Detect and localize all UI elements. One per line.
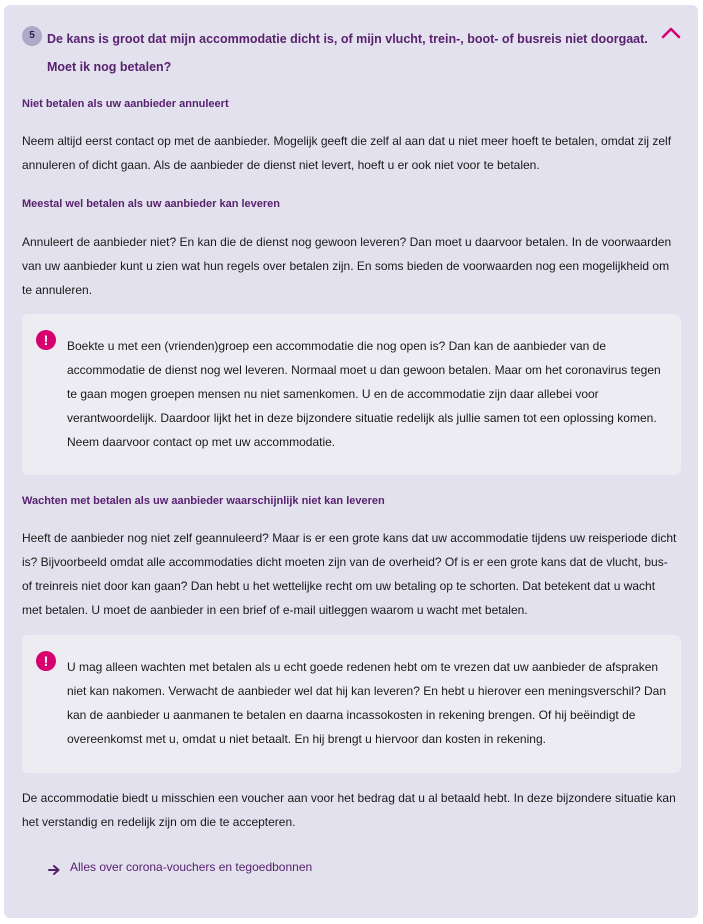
question-number-badge: 5	[22, 26, 42, 46]
section-text: Neem altijd eerst contact op met de aanbieder. Mogelijk geeft die zelf al aan dat u niet meer hoeft te betalen, omdat zij zelf annuleren of dicht gaan. Als de aanbieder de dienst niet levert, hoeft u er ook niet voor te betalen.	[22, 134, 672, 172]
chevron-up-icon[interactable]	[660, 22, 682, 44]
closing-text: De accommodatie biedt u misschien een voucher aan voor het bedrag dat u al betaald hebt. In deze bijzondere situatie kan het verstandig en redelijk zijn om die te accepteren.	[22, 791, 676, 829]
notice-box	[22, 314, 681, 475]
exclamation-icon: !	[36, 651, 56, 671]
notice-text: Boekte u met een (vrienden)groep een accommodatie die nog open is? Dan kan de aanbieder van de accommodatie de dienst nog wel leveren. Normaal moet u dan gewoon betalen. Maar om het coronavirus tegen te gaan mogen groepen mensen nu niet samenkomen. U en de accommodatie zijn daar allebei voor verantwoordelijk. Daardoor lijkt het in deze bijzondere situatie redelijk als jullie samen tot een oplossing komen. Neem daarvoor contact op met uw accommodatie.	[67, 339, 661, 449]
exclamation-icon: !	[36, 330, 56, 350]
faq-item-panel	[4, 5, 698, 918]
section-heading: Niet betalen als uw aanbieder annuleert	[22, 98, 229, 110]
notice-box	[22, 635, 681, 773]
section-heading: Wachten met betalen als uw aanbieder waarschijnlijk niet kan leveren	[22, 495, 385, 507]
arrow-right-icon	[48, 862, 60, 880]
link-label[interactable]: Alles over corona-vouchers en tegoedbonnen	[70, 860, 313, 874]
notice-text: U mag alleen wachten met betalen als u echt goede redenen hebt om te vrezen dat uw aanbieder de afspraken niet kan nakomen. Verwacht de aanbieder wel dat hij kan leveren? En hebt u hierover een meningsverschil? Dan kan de aanbieder u aanmanen te betalen en daarna incassokosten in rekening brengen. Of hij beëindigt de overeenkomst met u, omdat u niet betaalt. En hij brengt u hiervoor dan kosten in rekening.	[67, 660, 667, 746]
section-text: Heeft de aanbieder nog niet zelf geannuleerd? Maar is er een grote kans dat uw accommodatie tijdens uw reisperiode dicht is? Bijvoorbeeld omdat alle accommodaties dicht moeten zijn van de overheid? Of is er een grote kans dat de vlucht, bus- of treinreis niet door kan gaan? Dan hebt u het wettelijke recht om uw betaling op te schorten. Dat betekent dat u wacht met betalen. U moet de aanbieder in een brief of e-mail uitleggen waarom u wacht met betalen.	[22, 531, 677, 617]
question-title[interactable]: De kans is groot dat mijn accommodatie dicht is, of mijn vlucht, trein-, boot- of busreis niet doorgaat. Moet ik nog betalen?	[47, 32, 648, 74]
section-heading: Meestal wel betalen als uw aanbieder kan leveren	[22, 198, 281, 210]
section-text: Annuleert de aanbieder niet? En kan die de dienst nog gewoon leveren? Dan moet u daarvoor betalen. In de voorwaarden van uw aanbieder kunt u zien wat hun regels over betalen zijn. En soms bieden de voorwaarden nog een mogelijkheid om te annuleren.	[22, 235, 672, 297]
